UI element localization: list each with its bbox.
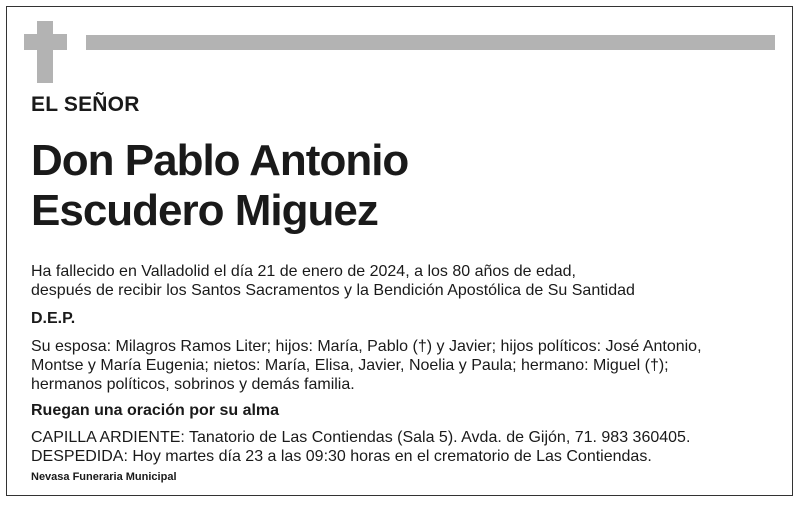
dep-label: D.E.P. (31, 310, 76, 327)
funeral-home-credit: Nevasa Funeraria Municipal (31, 471, 177, 483)
family-line-2: Montse y María Eugenia; nietos: María, Elisa, Javier, Noelia y Paula; hermano: Miguel (†); (31, 357, 669, 374)
header-rule (86, 35, 775, 50)
family-line-3: hermanos políticos, sobrinos y demás familia. (31, 376, 355, 393)
family-line-1: Su esposa: Milagros Ramos Liter; hijos: María, Pablo (†) y Javier; hijos políticos: José Antonio, (31, 338, 702, 355)
chapel-info: CAPILLA ARDIENTE: Tanatorio de Las Contiendas (Sala 5). Avda. de Gijón, 71. 983 360405. (31, 429, 691, 446)
announcement-line-1: Ha fallecido en Valladolid el día 21 de enero de 2024, a los 80 años de edad, (31, 263, 576, 280)
name-line-1: Don Pablo Antonio (31, 136, 409, 185)
prayer-request: Ruegan una oración por su alma (31, 402, 280, 419)
cross-icon-arm (24, 34, 67, 50)
deceased-name (31, 136, 408, 236)
honorific: EL SEÑOR (31, 93, 140, 116)
announcement-line-2: después de recibir los Santos Sacramentos y la Bendición Apostólica de Su Santidad (31, 282, 635, 299)
cross-icon (37, 21, 53, 83)
name-line-2: Escudero Miguez (31, 186, 378, 235)
farewell-info: DESPEDIDA: Hoy martes día 23 a las 09:30 horas en el crematorio de Las Contiendas. (31, 448, 652, 465)
notice-frame (6, 6, 793, 496)
